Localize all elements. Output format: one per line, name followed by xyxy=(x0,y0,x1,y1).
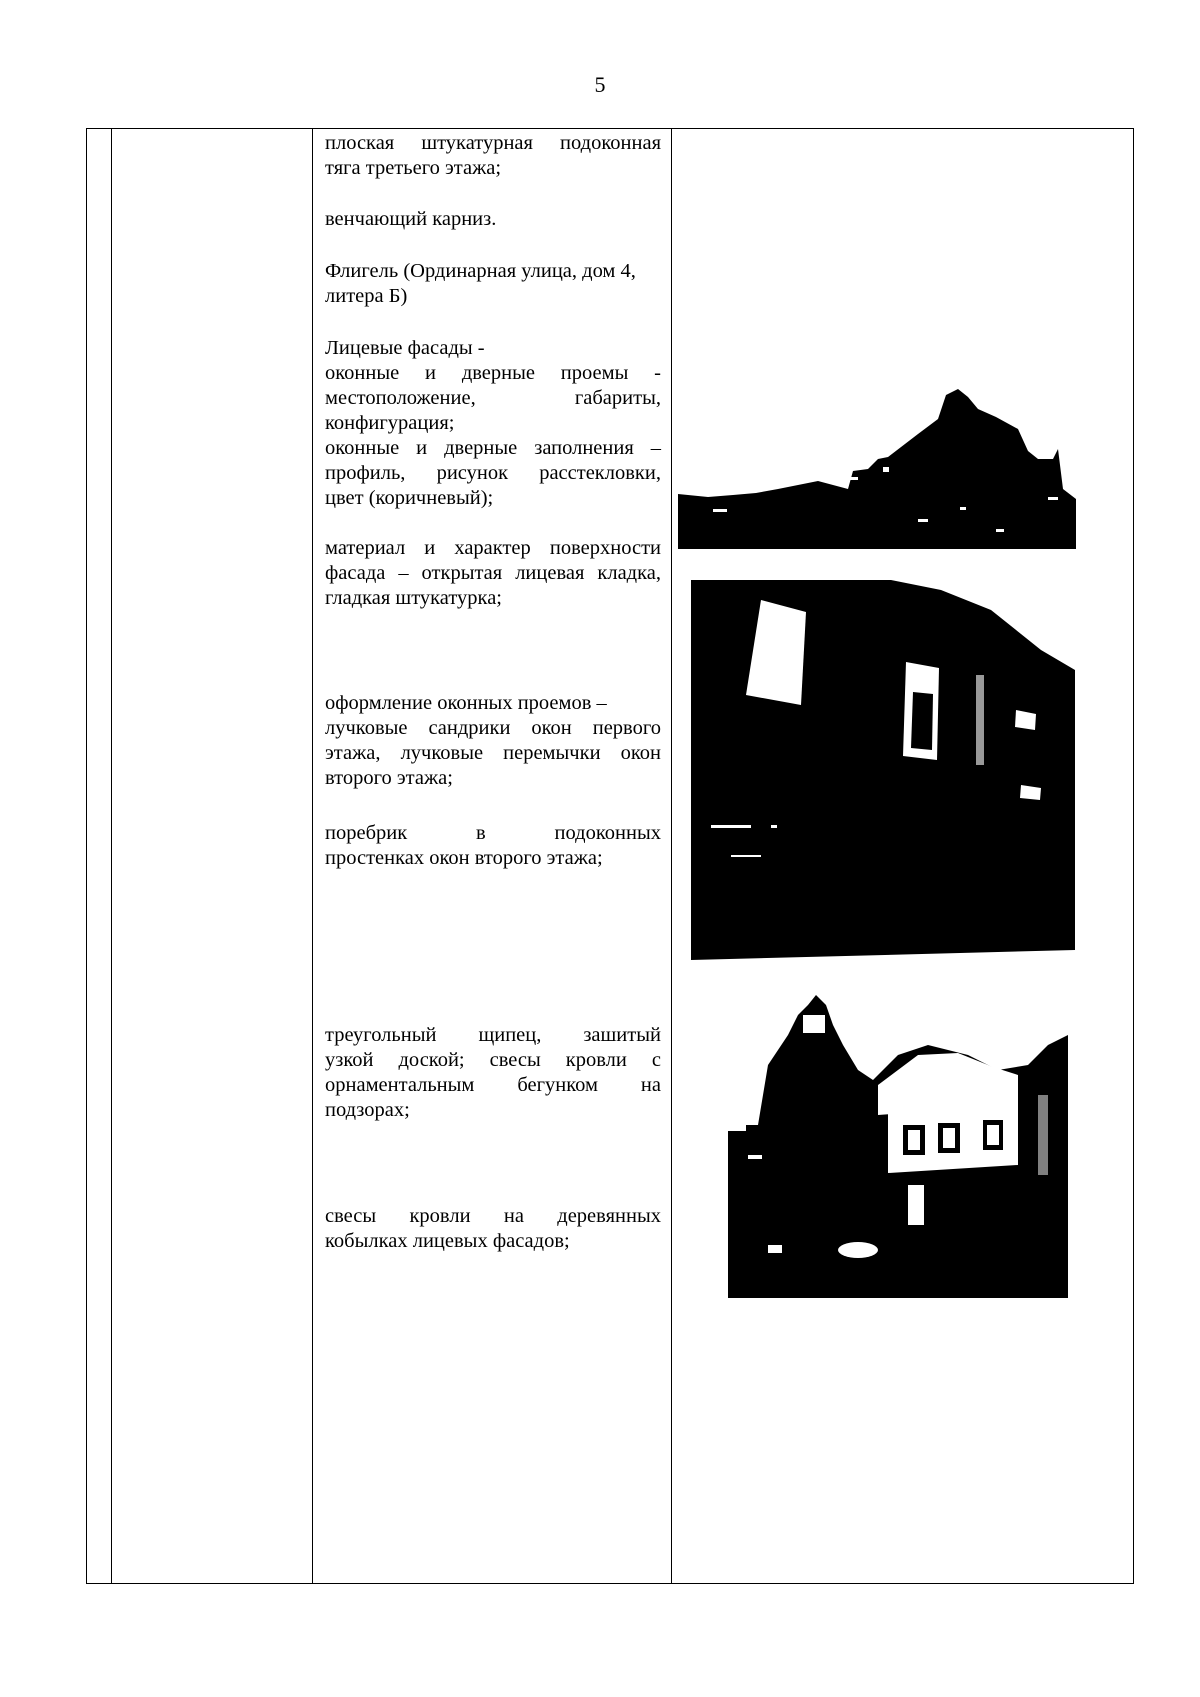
text-line xyxy=(325,461,661,486)
text-line: оформление оконных проемов – xyxy=(325,692,607,714)
text-line: цвет (коричневый); xyxy=(325,487,494,509)
word: в xyxy=(476,822,486,844)
word: поверхности xyxy=(549,537,661,559)
column-divider-3 xyxy=(671,129,672,1583)
word: габариты, xyxy=(574,387,661,409)
word: узкой xyxy=(325,1049,374,1071)
text-line: второго этажа; xyxy=(325,767,453,789)
word: - xyxy=(654,362,661,384)
word: профиль, xyxy=(325,462,406,484)
heritage-table xyxy=(86,128,1134,1584)
text-line: подзорах; xyxy=(325,1099,410,1121)
word: – xyxy=(650,437,661,459)
text-line: Лицевые фасады - xyxy=(325,337,485,359)
text-line xyxy=(325,821,661,846)
word: дверные xyxy=(461,362,535,384)
text-line xyxy=(325,741,661,766)
word: штукатурная xyxy=(421,132,533,154)
text-line: Флигель (Ординарная улица, дом 4, xyxy=(325,260,636,282)
word: оконные xyxy=(325,437,400,459)
paragraph-gable xyxy=(325,1023,661,1123)
paragraph-wing-heading xyxy=(325,259,661,309)
word: рисунок xyxy=(436,462,509,484)
page-number: 5 xyxy=(594,72,606,97)
word: орнаментальным xyxy=(325,1074,475,1096)
paragraph-material xyxy=(325,536,661,611)
word: фасада xyxy=(325,562,386,584)
word: лучковые xyxy=(400,742,484,764)
word: на xyxy=(503,1205,524,1227)
word: окон xyxy=(531,717,572,739)
word: перемычки xyxy=(503,742,601,764)
text-line xyxy=(325,131,661,156)
word: и xyxy=(424,537,436,559)
text-line: конфигурация; xyxy=(325,412,455,434)
word: открытая xyxy=(421,562,503,584)
paragraph-crown-cornice xyxy=(325,207,661,232)
word: кладка, xyxy=(597,562,661,584)
word: плоская xyxy=(325,132,395,154)
text-line: литера Б) xyxy=(325,285,408,307)
photo-facade-2 xyxy=(691,580,1075,964)
word: лицевая xyxy=(515,562,585,584)
text-line xyxy=(325,716,661,741)
word: поребрик xyxy=(325,822,408,844)
column-divider-1 xyxy=(111,129,112,1583)
photo-facade-1 xyxy=(678,389,1076,549)
word: и xyxy=(425,362,437,384)
text-line xyxy=(325,1023,661,1048)
text-line xyxy=(325,1048,661,1073)
word: заполнения xyxy=(534,437,634,459)
text-line xyxy=(325,1073,661,1098)
text-line: венчающий карниз. xyxy=(325,208,497,230)
word: – xyxy=(398,562,409,584)
word: проемы xyxy=(560,362,629,384)
word: материал xyxy=(325,537,406,559)
word: оконные xyxy=(325,362,400,384)
word: характер xyxy=(454,537,531,559)
paragraph-roof-eaves xyxy=(325,1204,661,1254)
text-line xyxy=(325,561,661,586)
word: бегунком xyxy=(517,1074,598,1096)
text-line: простенках окон второго этажа; xyxy=(325,847,603,869)
word: на xyxy=(640,1074,661,1096)
text-line: тяга третьего этажа; xyxy=(325,157,502,179)
word: и xyxy=(416,437,428,459)
text-line xyxy=(325,536,661,561)
word: кровли xyxy=(565,1049,627,1071)
word: щипец, xyxy=(478,1024,542,1046)
word: доской; xyxy=(398,1049,465,1071)
word: дверные xyxy=(444,437,518,459)
word: свесы xyxy=(325,1205,377,1227)
text-line xyxy=(325,436,661,461)
word: этажа, xyxy=(325,742,381,764)
word: свесы xyxy=(489,1049,541,1071)
column-divider-2 xyxy=(312,129,313,1583)
word: кровли xyxy=(409,1205,471,1227)
word: окон xyxy=(620,742,661,764)
text-line: кобылках лицевых фасадов; xyxy=(325,1230,570,1252)
paragraph-window-openings xyxy=(325,691,661,791)
word: первого xyxy=(592,717,661,739)
word: деревянных xyxy=(557,1205,661,1227)
word: с xyxy=(651,1049,661,1071)
paragraph-brick-band xyxy=(325,821,661,871)
text-line xyxy=(325,361,661,386)
word: зашитый xyxy=(583,1024,661,1046)
text-line: гладкая штукатурка; xyxy=(325,587,503,609)
text-line xyxy=(325,386,661,411)
word: подоконных xyxy=(554,822,661,844)
word: треугольный xyxy=(325,1024,437,1046)
word: подоконная xyxy=(560,132,661,154)
word: местоположение, xyxy=(325,387,476,409)
paragraph-cornice-band xyxy=(325,131,661,181)
photo-facade-3 xyxy=(728,995,1068,1298)
word: лучковые xyxy=(325,717,408,739)
text-line xyxy=(325,1204,661,1229)
paragraph-facades xyxy=(325,336,661,511)
word: расстекловки, xyxy=(539,462,661,484)
word: сандрики xyxy=(428,717,511,739)
